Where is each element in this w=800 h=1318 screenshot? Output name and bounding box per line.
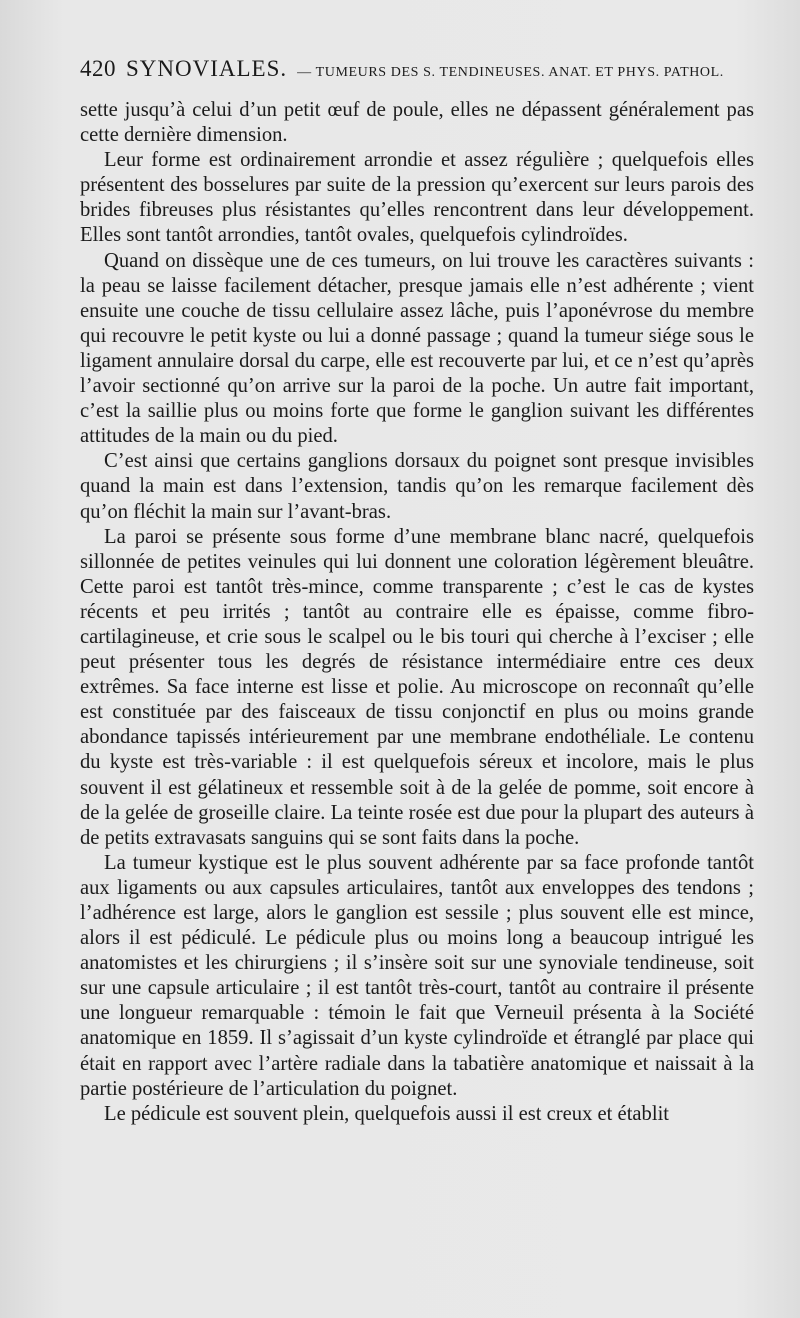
paragraph-2: Leur forme est ordinairement arrondie et assez régulière ; quelquefois elles présentent des bosselures par suite de la pression qu’exercent sur leurs parois des brides fibreuses plus résistantes qu’elles rencontrent dans leur développement. Elles sont tantôt arrondies, tantôt ovales, quelquefois cylindroïdes. bbox=[80, 149, 754, 247]
page-number: 420 bbox=[80, 56, 116, 81]
paragraph-1: sette jusqu’à celui d’un petit œuf de poule, elles ne dépassent généralement pas cette dernière dimension. bbox=[80, 99, 754, 147]
running-head bbox=[80, 56, 754, 92]
body-text bbox=[80, 98, 754, 1127]
paragraph-7: Le pédicule est souvent plein, quelquefois aussi il est creux et établit bbox=[104, 1102, 670, 1125]
paragraph-5: La paroi se présente sous forme d’une membrane blanc nacré, quelquefois sillonnée de petites veinules qui lui donnent une coloration légèrement bleuâtre. Cette paroi est tantôt très-mince, comme transparente ; c’est le cas de kystes récents et peu irrités ; tantôt au contraire elle es épaisse, comme fibro-cartilagineuse, et crie sous le scalpel ou le bis touri qui cherche à l’exciser ; elle peut présenter tous les degrés de résistance intermédiaire entre ces deux extrêmes. Sa face interne est lisse et polie. Au microscope on reconnaît qu’elle est constituée par des faisceaux de tissu conjonctif en plus ou moins grande abondance tapissés intérieurement par une membrane endothéliale. Le contenu du kyste est très-variable : il est quelquefois séreux et incolore, mais le plus souvent il est gélatineux et ressemble soit à de la gelée de pomme, soit encore à de la gelée de groseille claire. La teinte rosée est due pour la plupart des auteurs à de petits extravasats sanguins qui se sont faits dans la poche. bbox=[80, 525, 754, 849]
section-title: SYNOVIALES. bbox=[126, 56, 288, 81]
running-subtitle: — TUMEURS DES S. TENDINEUSES. ANAT. ET PHYS. PATHOL. bbox=[297, 65, 724, 80]
paragraph-6: La tumeur kystique est le plus souvent adhérente par sa face profonde tantôt aux ligaments ou aux capsules articulaires, tantôt aux enveloppes des tendons ; l’adhérence est large, alors le ganglion est sessile ; plus souvent elle est mince, alors il est pédiculé. Le pédicule plus ou moins long a beaucoup intrigué les anatomistes et les chirurgiens ; il s’insère soit sur une synoviale tendineuse, soit sur une capsule articulaire ; il est tantôt très-court, tantôt au contraire il présente une longueur remarquable : témoin le fait que Verneuil présenta à la Société anatomique en 1859. Il s’agissait d’un kyste cylindroïde et étranglé par place qui était en rapport avec l’artère radiale dans la tabatière anatomique et naissait à la partie postérieure de l’articulation du poignet. bbox=[80, 851, 754, 1100]
paragraph-3: Quand on dissèque une de ces tumeurs, on lui trouve les caractères suivants : la peau se laisse facilement détacher, presque jamais elle n’est adhérente ; vient ensuite une couche de tissu cellulaire assez lâche, puis l’aponévrose du membre qui recouvre le petit kyste ou lui a donné passage ; quand la tumeur siége sous le ligament annulaire dorsal du carpe, elle est recouverte par lui, et ce n’est qu’après l’avoir sectionné qu’on arrive sur la paroi de la poche. Un autre fait important, c’est la saillie plus ou moins forte que forme le ganglion suivant les différentes attitudes de la main ou du pied. bbox=[80, 249, 754, 448]
paragraph-4: C’est ainsi que certains ganglions dorsaux du poignet sont presque invisibles quand la main est dans l’extension, tandis qu’on les remarque facilement dès qu’on fléchit la main sur l’avant-bras. bbox=[80, 450, 754, 523]
